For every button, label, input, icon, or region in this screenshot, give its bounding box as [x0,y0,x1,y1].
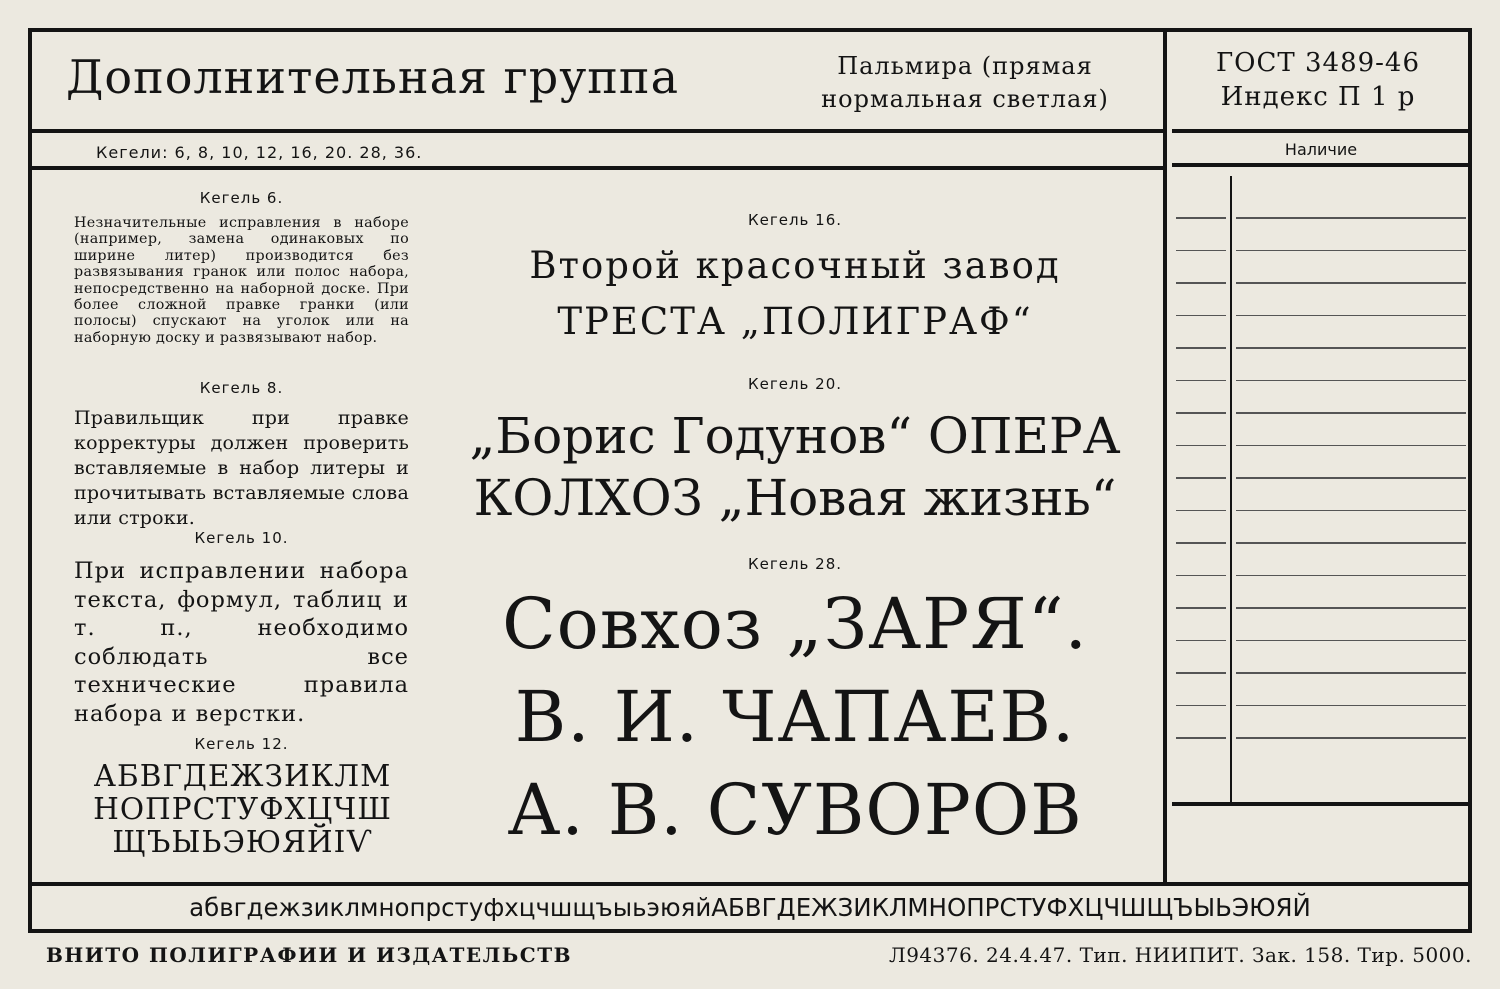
gost-block [1186,46,1450,114]
ledger-line [1176,282,1226,284]
availability-divider [1230,176,1232,802]
header-rule [32,129,1164,133]
k12-line: НОПРСТУФХЦЧШ [93,792,392,826]
alphabet-line: абвгдежзиклмнопрстуфхцчшщъыьэюяйАБВГДЕЖЗИКЛМНОПРСТУФХЦЧШЩЪЫЬЭЮЯЙ [189,893,1311,922]
body-bottom-rule [32,882,1468,886]
k16-label: Кегель 16. [747,211,843,229]
ledger-line [1236,510,1466,512]
ledger-line [1176,607,1226,609]
ledger-line [1176,542,1226,544]
header-rule-right [1172,129,1468,133]
ledger-line [1236,607,1466,609]
ledger-line [1176,445,1226,447]
k28-line: В. И. ЧАПАЕВ. [514,676,1076,758]
k8-label: Кегель 8. [199,379,284,397]
k28-line: А. В. СУВОРОВ [507,769,1083,851]
k12-line: ЩЪЫЬЭЮЯЙІѴ [112,825,373,859]
k20-line: „Борис Годунов“ ОПЕРА [469,407,1121,465]
ledger-line [1236,250,1466,252]
ledger-line [1176,412,1226,414]
sizes-rule [32,166,1164,170]
sizes-line: Кегели: 6, 8, 10, 12, 16, 20. 28, 36. [96,143,423,162]
k16-line: Второй красочный завод [529,244,1061,287]
k28-label: Кегель 28. [747,555,843,573]
ledger-line [1176,510,1226,512]
ledger-line [1176,250,1226,252]
ledger-line [1176,705,1226,707]
ledger-line [1176,672,1226,674]
font-name-line2: нормальная светлая) [821,85,1109,113]
ledger-line [1176,737,1226,739]
k6-label: Кегель 6. [199,189,284,207]
ledger-line [1236,282,1466,284]
ledger-line [1176,380,1226,382]
ledger-line [1236,737,1466,739]
k8-specimen: Правильщик при правке корректуры должен проверить вставляемые в набор литеры и прочитывать вставляемые слова или строки. [74,407,409,529]
ledger-line [1236,315,1466,317]
print-info: Л94376. 24.4.47. Тип. НИИПИТ. Зак. 158. Тир. 5000. [889,943,1472,967]
ledger-line [1176,347,1226,349]
k16-line: ТРЕСТА „ПОЛИГРАФ“ [557,300,1033,343]
ledger-line [1236,705,1466,707]
publisher-imprint: ВНИТО ПОЛИГРАФИИ И ИЗДАТЕЛЬСТВ [46,943,572,967]
k12-line: АБВГДЕЖЗИКЛМ [93,759,392,793]
k12-label: Кегель 12. [194,735,289,753]
font-name [800,50,1130,116]
group-title: Дополнительная группа [66,50,680,104]
k20-line: КОЛХОЗ „Новая жизнь“ [473,469,1117,527]
ledger-line [1236,575,1466,577]
k10-specimen: При исправлении набора текста, формул, таблиц и т. п., необходимо соблюдать все технические правила набора и верстки. [74,558,409,727]
k12-specimen [70,760,415,859]
ledger-line [1176,217,1226,219]
ledger-line [1236,380,1466,382]
k6-specimen: Незначительные исправления в наборе (например, замена одинаковых по ширине литер) производится без развязывания гранок или полос набора, непосредственно на наборной доске. При более сложной правке гранки (или полосы) спускают на уголок или на наборную доску и развязывают набор. [74,215,409,346]
ledger-line [1176,640,1226,642]
ledger-line [1236,412,1466,414]
availability-label: Наличие [1284,140,1358,159]
ledger-line [1236,217,1466,219]
ledger-line [1176,575,1226,577]
k20-label: Кегель 20. [747,375,843,393]
ledger-line [1176,477,1226,479]
ledger-line [1236,640,1466,642]
ledger-line [1236,347,1466,349]
ledger-line [1236,672,1466,674]
ledger-line [1176,315,1226,317]
ledger-line [1236,542,1466,544]
gost-index: Индекс П 1 р [1220,82,1416,112]
ledger-line [1236,445,1466,447]
right-column-divider [1163,32,1167,882]
k10-label: Кегель 10. [194,529,289,547]
gost-standard: ГОСТ 3489-46 [1215,48,1421,78]
availability-bottom-rule [1172,802,1468,806]
ledger-line [1236,477,1466,479]
font-name-line1: Пальмира (прямая [837,52,1093,80]
availability-rule [1172,163,1468,167]
k28-line: Совхоз „ЗАРЯ“. [502,583,1088,665]
